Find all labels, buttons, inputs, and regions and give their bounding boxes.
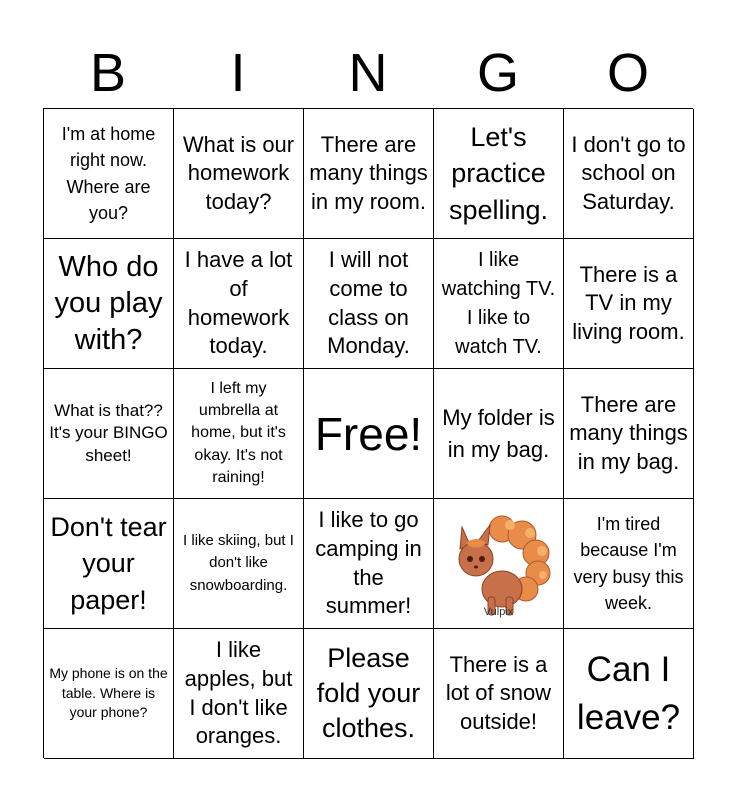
vulpix-caption: Vulpix: [483, 606, 514, 618]
cell-text: I like to go camping in the summer!: [315, 507, 422, 619]
free-space[interactable]: [304, 369, 434, 499]
cell-text: I like skiing, but I don't like snowboarding.: [183, 531, 294, 594]
bingo-board: [43, 108, 693, 758]
cell-text: Can I leave?: [576, 650, 681, 737]
header-letter-g: G: [476, 43, 519, 103]
cell-text: Don't tear your paper!: [50, 511, 167, 615]
bingo-cell[interactable]: [564, 109, 694, 239]
bingo-cell[interactable]: [44, 369, 174, 499]
cell-text: I left my umbrella at home, but it's okay. It's not raining!: [191, 379, 286, 487]
bingo-cell[interactable]: [304, 239, 434, 369]
header-letter-o: O: [606, 43, 649, 103]
vulpix-cell[interactable]: [434, 499, 564, 629]
header-letter-b: B: [89, 43, 127, 103]
bingo-cell[interactable]: [564, 629, 694, 759]
bingo-cell[interactable]: [434, 109, 564, 239]
bingo-cell[interactable]: [564, 239, 694, 369]
bingo-cell[interactable]: [304, 629, 434, 759]
bingo-cell[interactable]: [174, 239, 304, 369]
bingo-cell[interactable]: [174, 369, 304, 499]
cell-text: I have a lot of homework today.: [184, 247, 293, 359]
cell-text: My phone is on the table. Where is your phone?: [49, 665, 168, 721]
vulpix-image: [440, 505, 558, 623]
cell-text: Please fold your clothes.: [316, 642, 421, 744]
bingo-header: [43, 38, 693, 108]
bingo-cell[interactable]: [44, 499, 174, 629]
cell-text: There is a TV in my living room.: [572, 261, 685, 344]
cell-text: What is our homework today?: [182, 131, 295, 214]
cell-text: I will not come to class on Monday.: [327, 247, 410, 359]
cell-text: I like apples, but I don't like oranges.: [184, 637, 293, 749]
bingo-cell[interactable]: [174, 629, 304, 759]
cell-text: Who do you play with?: [54, 251, 163, 356]
bingo-cell[interactable]: [304, 109, 434, 239]
header-letter-i: I: [230, 43, 246, 103]
cell-text: Let's practice spelling.: [448, 121, 549, 225]
bingo-cell[interactable]: [564, 369, 694, 499]
cell-text: My folder is in my bag.: [442, 404, 555, 462]
bingo-cell[interactable]: [44, 239, 174, 369]
bingo-cell[interactable]: [304, 499, 434, 629]
bingo-cell[interactable]: [434, 369, 564, 499]
free-text: Free!: [314, 407, 423, 460]
bingo-cell[interactable]: [44, 629, 174, 759]
cell-text: I like watching TV. I like to watch TV.: [441, 248, 556, 358]
cell-text: There is a lot of snow outside!: [445, 651, 552, 734]
bingo-cell[interactable]: [564, 499, 694, 629]
cell-text: I'm at home right now. Where are you?: [61, 124, 156, 223]
cell-text: I'm tired because I'm very busy this week.: [573, 514, 684, 613]
header-letter-n: N: [348, 43, 388, 103]
cell-text: I don't go to school on Saturday.: [571, 131, 686, 214]
cell-text: What is that?? It's your BINGO sheet!: [49, 401, 168, 465]
bingo-cell[interactable]: [434, 629, 564, 759]
cell-text: There are many things in my room.: [309, 131, 428, 214]
cell-text: There are many things in my bag.: [569, 391, 688, 474]
bingo-cell[interactable]: [174, 109, 304, 239]
bingo-cell[interactable]: [434, 239, 564, 369]
bingo-cell[interactable]: [174, 499, 304, 629]
bingo-cell[interactable]: [44, 109, 174, 239]
